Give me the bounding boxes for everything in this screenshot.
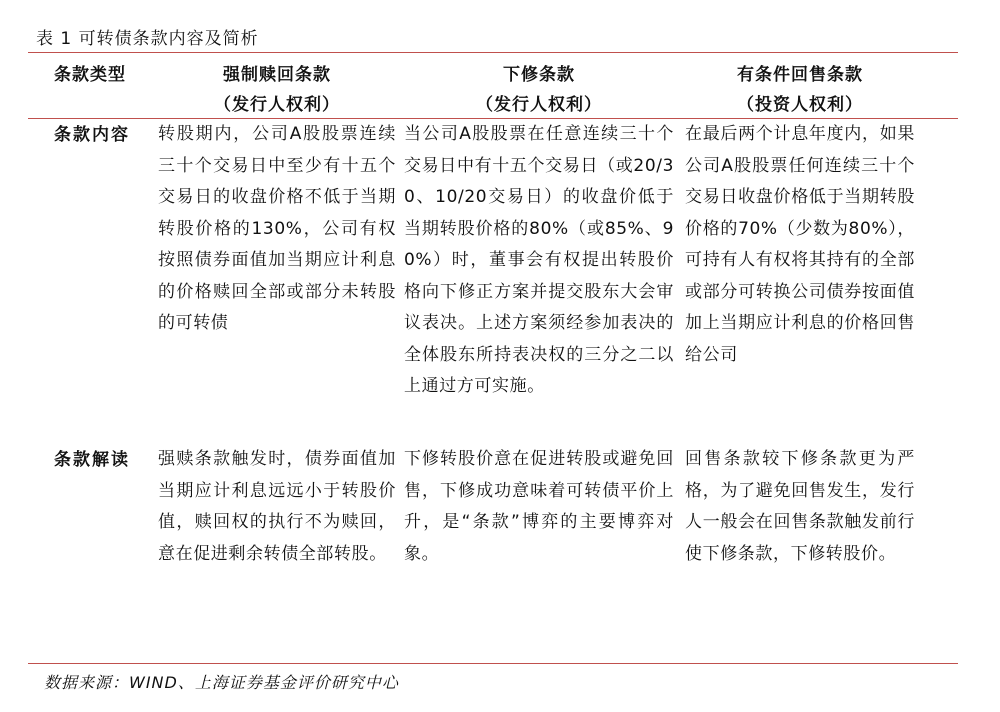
cell-interp-reset: 下修转股价意在促进转股或避免回售，下修成功意味着可转债平价上升，是“条款”博弈的主要博弈对象。 (404, 449, 674, 564)
cell-interp-putback: 回售条款较下修条款更为严格，为了避免回售发生，发行人一般会在回售条款触发前行使下修条款，下修转股价。 (685, 449, 915, 564)
row-label-content: 条款内容 (54, 125, 130, 145)
header-type-label: 条款类型 (54, 65, 126, 85)
header-col2-title: 下修条款 (503, 65, 575, 85)
cell-content-putback: 在最后两个计息年度内，如果公司A股股票任何连续三十个交易日收盘价格低于当期转股价格的70%（少数为80%），可持有人有权将其持有的全部或部分可转换公司债券按面值加上当期应计利息的价格回售给公司 (685, 124, 915, 365)
cell-interp-redeem: 强赎条款触发时，债券面值加当期应计利息远远小于转股价值，赎回权的执行不为赎回，意在促进剩余转债全部转股。 (158, 449, 396, 564)
cell-content-reset: 当公司A股股票在任意连续三十个交易日中有十五个交易日（或20/30、10/20交易日）的收盘价低于当期转股价格的80%（或85%、90%）时，董事会有权提出转股价格向下修正方案并提交股东大会审议表决。上述方案须经参加表决的全体股东所持表决权的三分之二以上通过方可实施。 (404, 124, 674, 396)
header-col1 (158, 60, 396, 120)
table-caption: 表 1 可转债条款内容及简析 (36, 29, 259, 49)
header-col1-title: 强制赎回条款 (223, 65, 331, 85)
header-col2-sub: （发行人权利） (476, 95, 602, 115)
bottom-rule (28, 663, 958, 664)
header-col2 (404, 60, 674, 120)
header-col3-title: 有条件回售条款 (737, 65, 863, 85)
top-rule (28, 52, 958, 53)
header-col3-sub: （投资人权利） (737, 95, 863, 115)
row-label-interpretation: 条款解读 (54, 450, 130, 470)
cell-content-redeem: 转股期内，公司A股股票连续三十个交易日中至少有十五个交易日的收盘价格不低于当期转股价格的130%，公司有权按照债券面值加当期应计利息的价格赎回全部或部分未转股的可转债 (158, 124, 396, 333)
data-source: 数据来源：WIND、上海证券基金评价研究中心 (44, 673, 399, 692)
header-col1-sub: （发行人权利） (214, 95, 340, 115)
header-col3 (685, 60, 915, 120)
